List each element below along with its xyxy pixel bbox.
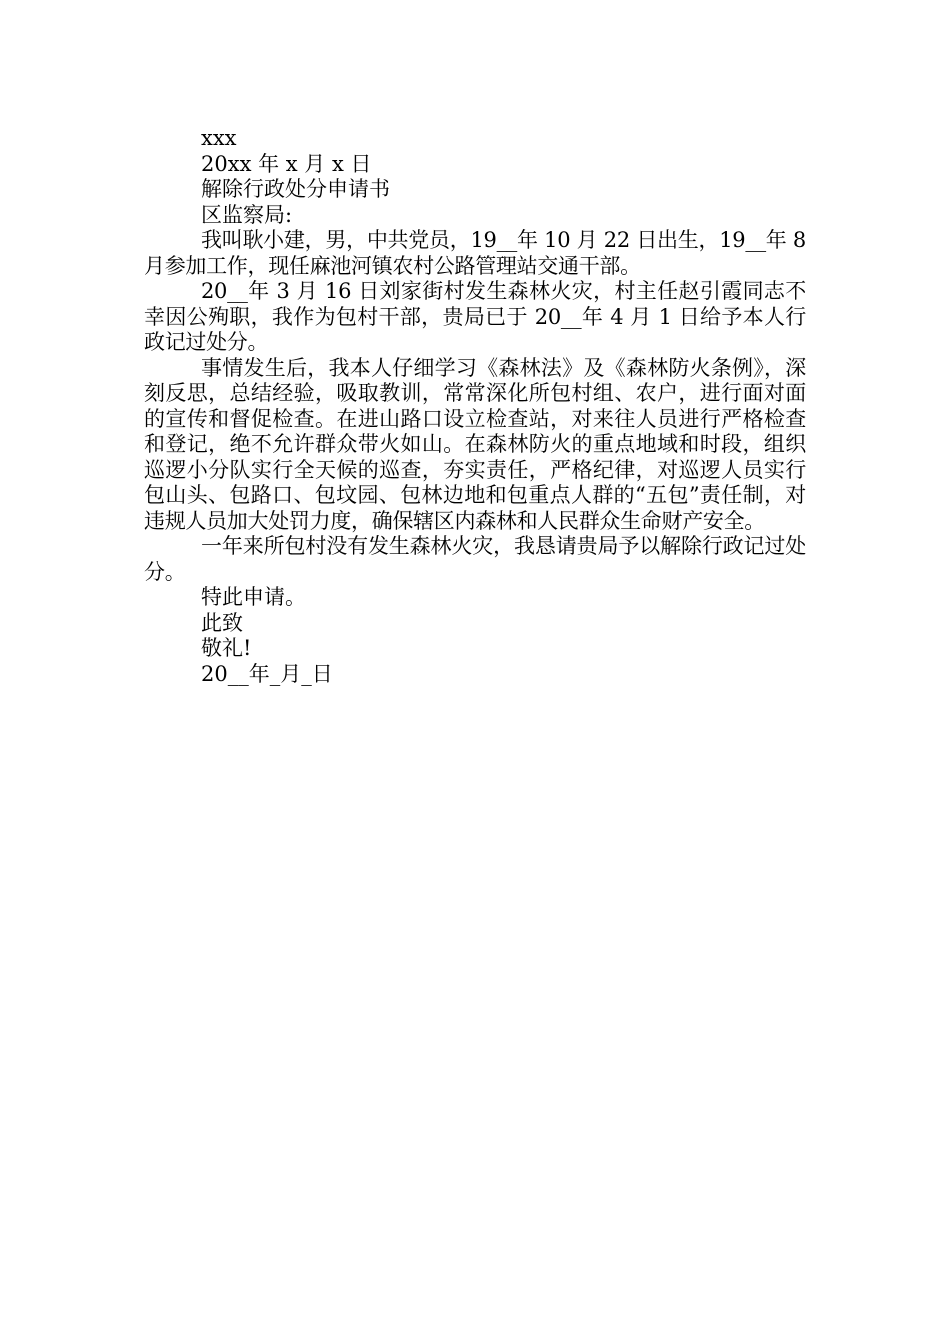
paragraph-actions: 事情发生后，我本人仔细学习《森林法》及《森林防火条例》，深刻反思，总结经验，吸取教训，常常深化所包村组、农户，进行面对面的宣传和督促检查。在进山路口设立检查站，对来往人员进行严格检查和登记，绝不允许群众带火如山。在森林防火的重点地域和时段，组织巡逻小分队实行全天候的巡查，夯实责任，严格纪律，对巡逻人员实行包山头、包路口、包坟园、包林边地和包重点人群的“五包”责任制，对违规人员加大处罚力度，确保辖区内森林和人民群众生命财产安全。 — [144, 355, 806, 533]
salutation-line-2: 敬礼! — [201, 636, 252, 660]
paragraph-incident: 20__年 3 月 16 日刘家街村发生森林火灾，村主任赵引霞同志不幸因公殉职，我作为包村干部，贵局已于 20__年 4 月 1 日给予本人行政记过处分。 — [144, 279, 806, 354]
closing-request: 特此申请。 — [201, 585, 306, 609]
document-title: 解除行政处分申请书 — [201, 177, 390, 201]
closing-date: 20__年_月_日 — [201, 661, 333, 686]
header-date: 20xx 年 x 月 x 日 — [201, 151, 372, 176]
paragraph-introduction: 我叫耿小建，男，中共党员，19__年 10 月 22 日出生，19__年 8 月参加工作，现任麻池河镇农村公路管理站交通干部。 — [144, 228, 806, 278]
salutation-line-1: 此致 — [201, 610, 243, 635]
document-page — [144, 126, 806, 687]
author-name: xxx — [201, 126, 237, 150]
paragraph-request: 一年来所包村没有发生森林火灾，我恳请贵局予以解除行政记过处分。 — [144, 534, 806, 584]
recipient: 区监察局: — [201, 202, 293, 227]
